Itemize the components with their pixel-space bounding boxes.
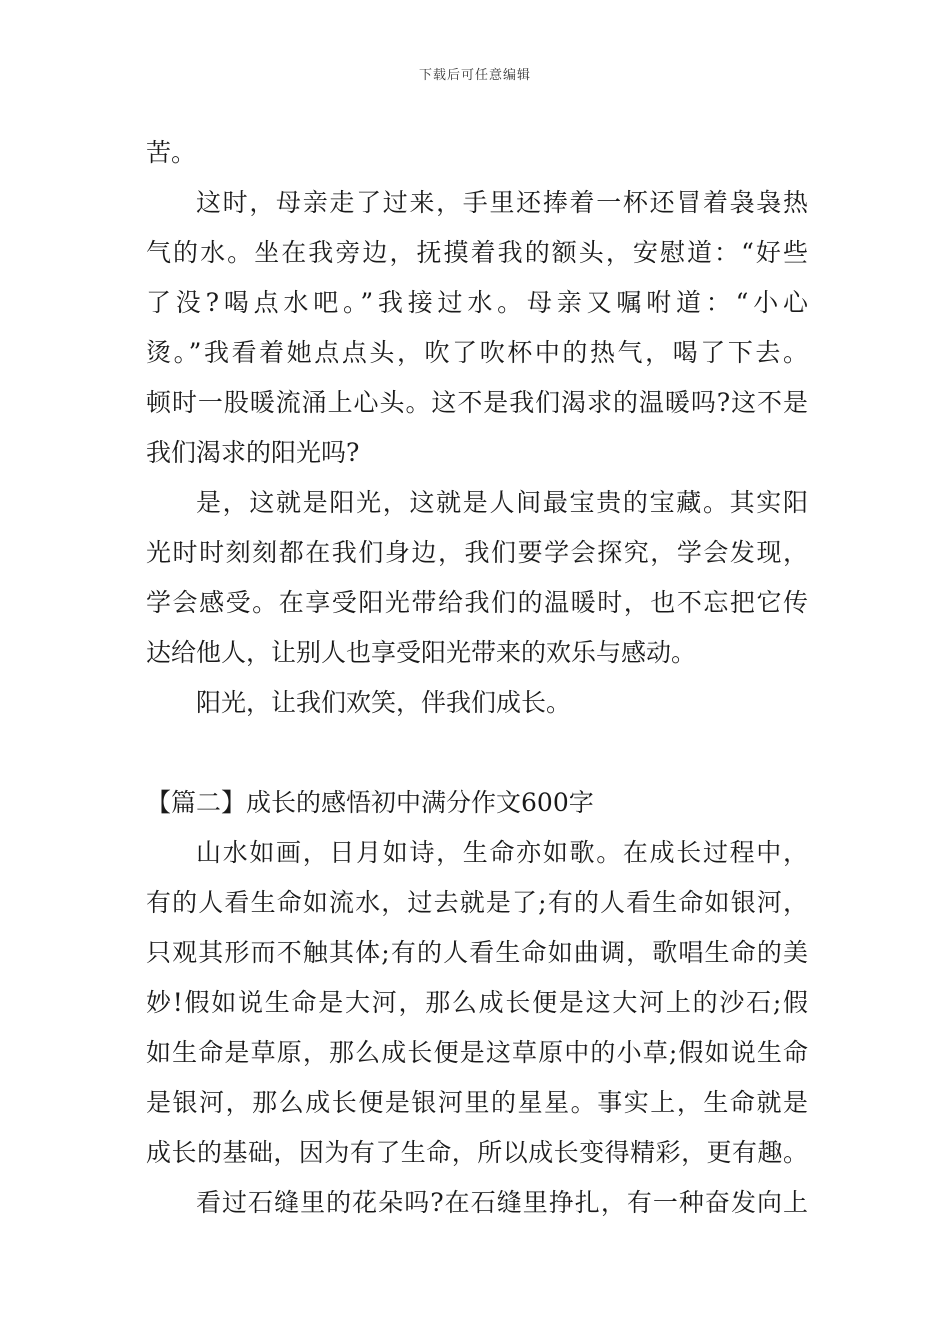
paragraph-line: 这时，母亲走了过来，手里还捧着一杯还冒着袅袅热 [196,188,808,217]
section-heading: 【篇二】成长的感悟初中满分作文600字 [146,788,594,817]
paragraph-line: 如生命是草原，那么成长便是这草原中的小草;假如说生命 [146,1038,808,1067]
document-body [146,128,808,1228]
paragraph-line: 是银河，那么成长便是银河里的星星。事实上，生命就是 [146,1088,808,1117]
paragraph-line: 光时时刻刻都在我们身边，我们要学会探究，学会发现， [146,538,808,567]
paragraph-line: 烫。”我看着她点点头，吹了吹杯中的热气，喝了下去。 [146,338,808,367]
paragraph-line: 看过石缝里的花朵吗?在石缝里挣扎，有一种奋发向上 [196,1188,808,1217]
paragraph-line: 我们渴求的阳光吗? [146,438,360,467]
paragraph-line: 达给他人，让别人也享受阳光带来的欢乐与感动。 [146,638,697,667]
paragraph-line: 顿时一股暖流涌上心头。这不是我们渴求的温暖吗?这不是 [146,388,808,417]
page-header: 下载后可任意编辑 [418,68,531,83]
paragraph-line: 有的人看生命如流水，过去就是了;有的人看生命如银河， [146,888,808,917]
section-gap [146,728,808,778]
paragraph-line: 了没?喝点水吧。”我接过水。母亲又嘱咐道：“小心 [146,288,808,317]
paragraph-line: 山水如画，日月如诗，生命亦如歌。在成长过程中， [196,838,808,867]
paragraph-line: 学会感受。在享受阳光带给我们的温暖时，也不忘把它传 [146,588,808,617]
paragraph-line: 只观其形而不触其体;有的人看生命如曲调，歌唱生命的美 [146,938,808,967]
paragraph-line: 成长的基础，因为有了生命，所以成长变得精彩，更有趣。 [146,1138,808,1167]
paragraph-line: 阳光，让我们欢笑，伴我们成长。 [196,688,572,717]
paragraph-line: 苦。 [146,138,197,167]
paragraph-line: 气的水。坐在我旁边，抚摸着我的额头，安慰道：“好些 [146,238,808,267]
paragraph-line: 妙!假如说生命是大河，那么成长便是这大河上的沙石;假 [146,988,808,1017]
paragraph-line: 是，这就是阳光，这就是人间最宝贵的宝藏。其实阳 [196,488,808,517]
